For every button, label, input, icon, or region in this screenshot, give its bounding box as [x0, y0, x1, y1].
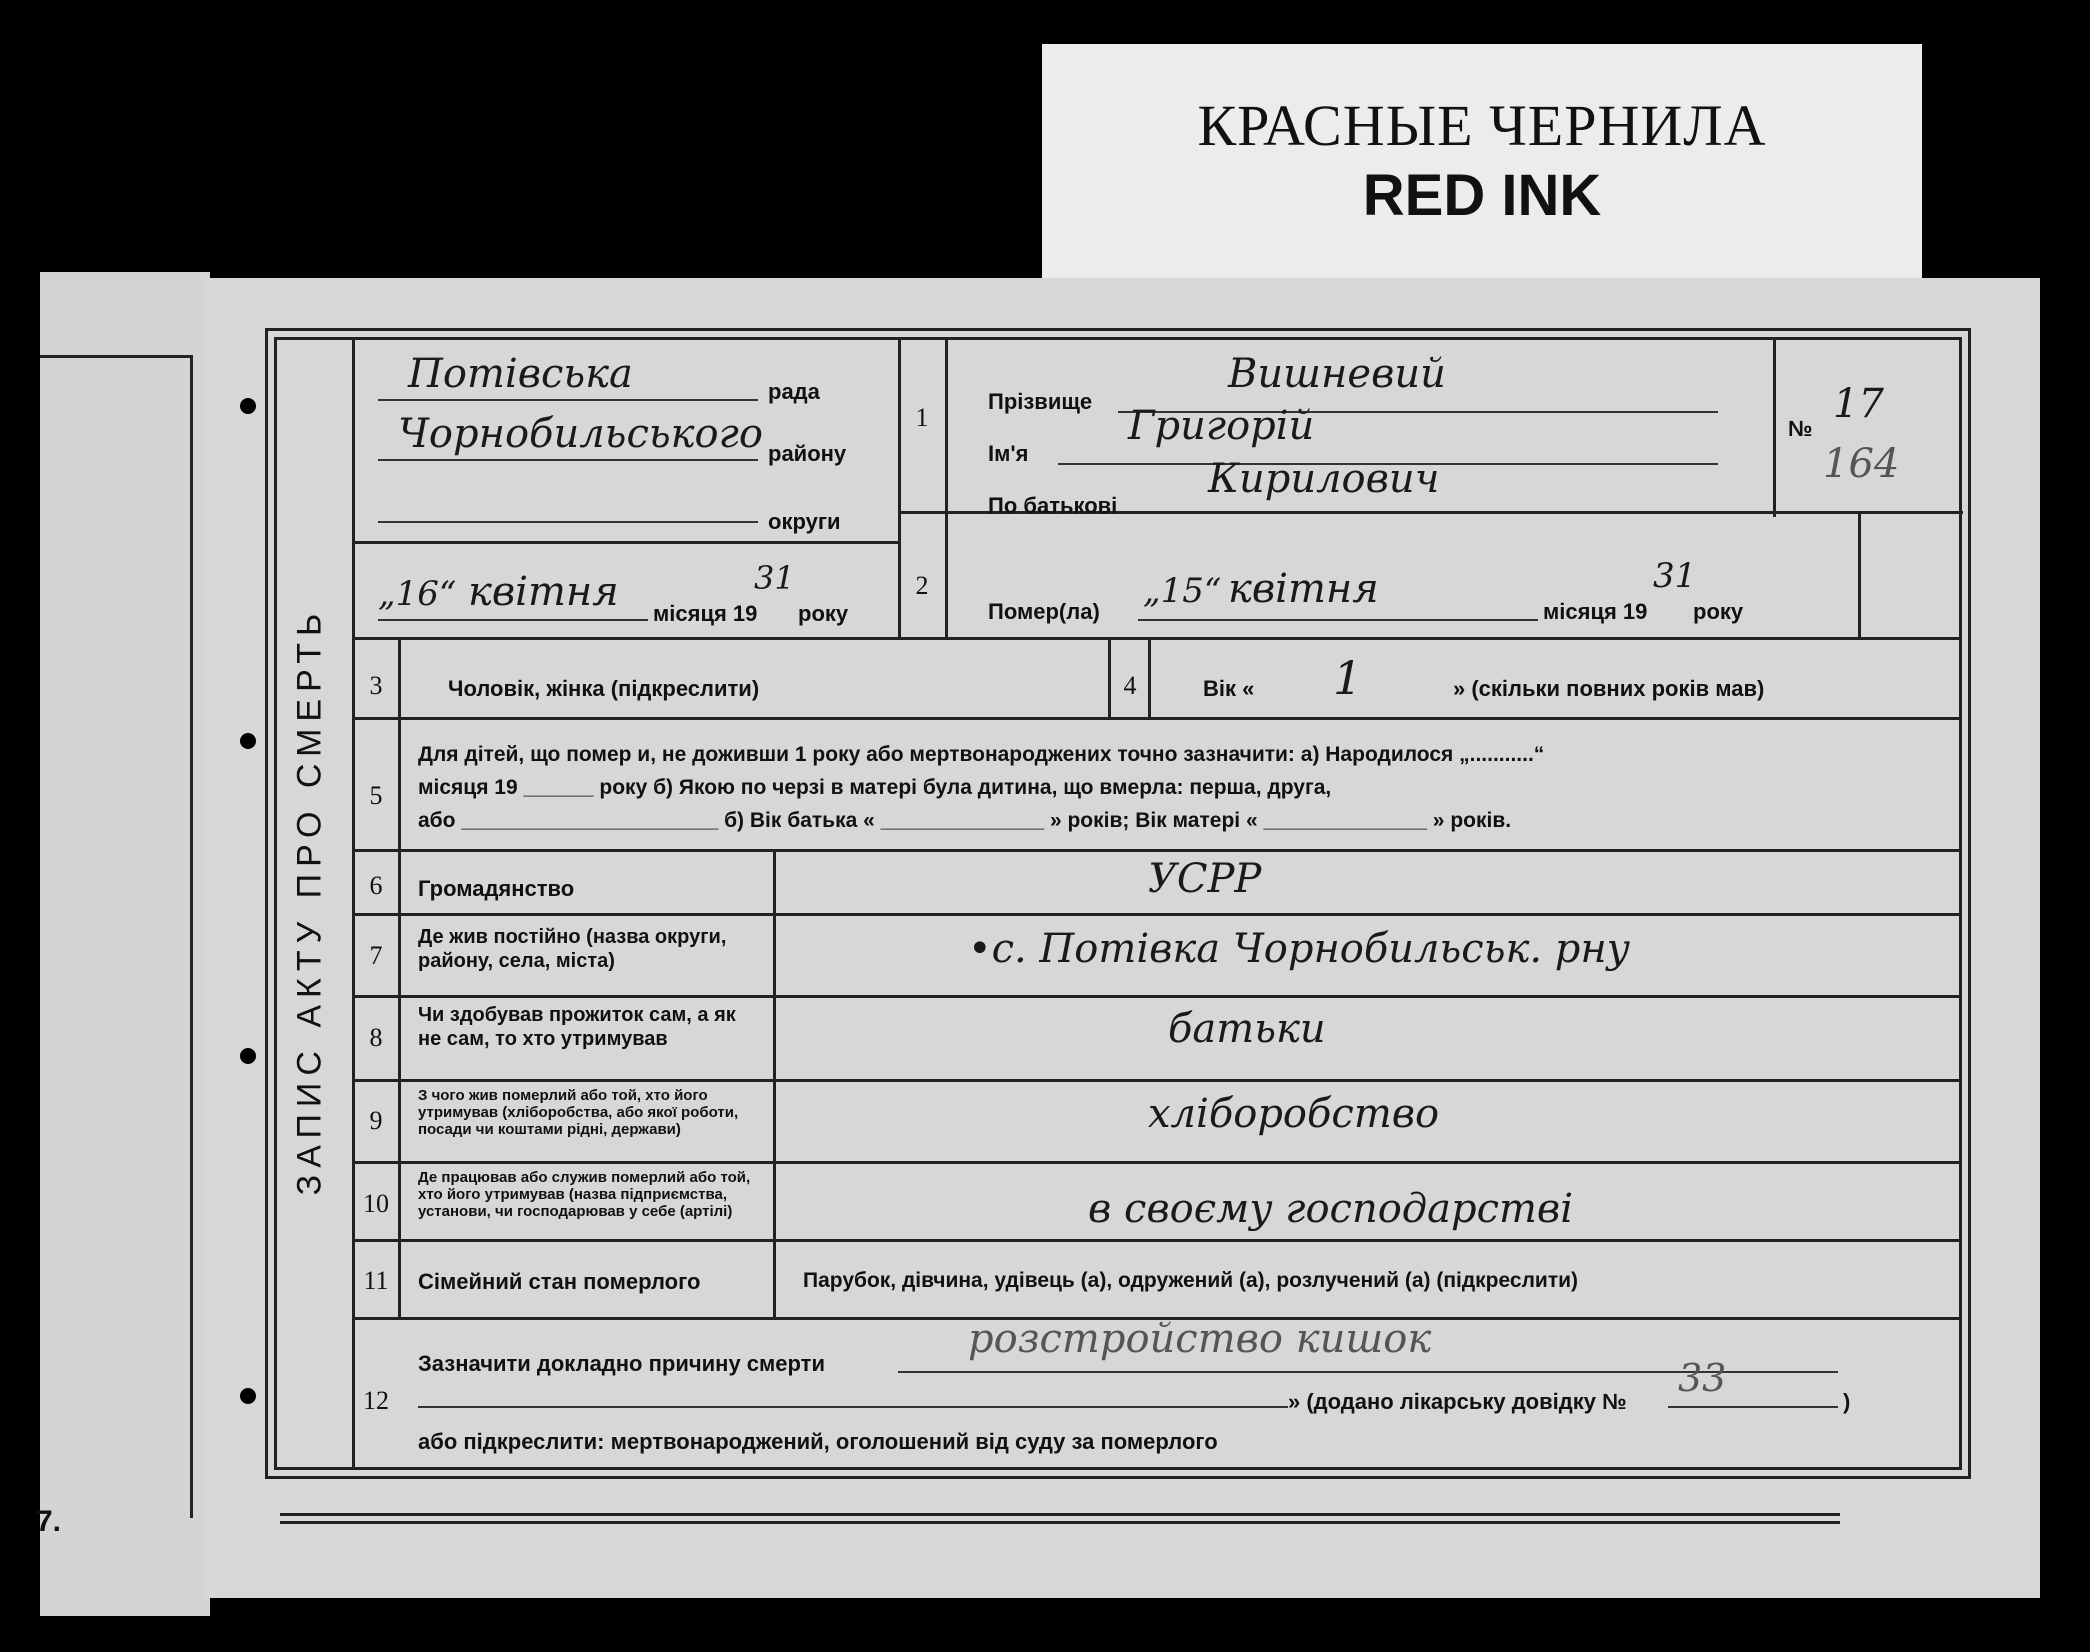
residence-value: •с. Потівка Чорнобильськ. рну — [968, 926, 1630, 972]
name-label: Ім'я — [988, 441, 1029, 466]
registration-year: 31 — [754, 559, 795, 597]
row-number-6: 6 — [369, 871, 383, 900]
age-prefix: Вік « — [1203, 676, 1255, 701]
cause-value: розстройство кишок — [968, 1316, 1432, 1362]
divider — [352, 541, 898, 544]
registration-year-label: року — [798, 601, 849, 626]
back-sheet-lines — [40, 355, 193, 1518]
name-value: Григорій — [1128, 403, 1315, 449]
side-title-column — [268, 331, 353, 1471]
died-label: Помер(ла) — [988, 599, 1100, 624]
divider — [945, 337, 948, 637]
registration-month: квітня — [468, 569, 619, 615]
cause-label: Зазначити докладно причину смерти — [418, 1351, 825, 1376]
divider — [352, 1079, 1962, 1082]
side-divider — [352, 337, 355, 1467]
age-value: 1 — [1333, 651, 1363, 705]
death-month: квітня — [1228, 566, 1379, 612]
patronymic-value: Кирилович — [1208, 456, 1440, 502]
death-year: 31 — [1653, 556, 1697, 596]
death-date-line — [1138, 619, 1538, 621]
punch-hole — [240, 1048, 256, 1064]
bottom-rule — [280, 1513, 1840, 1516]
divider — [352, 849, 1962, 852]
gender-text: Чоловік, жінка (підкреслити) — [448, 676, 760, 701]
marital-options: Парубок, дівчина, удівець (а), одружений (а), розлучений (а) (підкреслити) — [803, 1269, 1579, 1292]
rada-line — [378, 399, 758, 401]
record-number-extra: 164 — [1823, 441, 1900, 487]
children-line-2: місяця 19 ______ року б) Якою по черзі в матері була дитина, що вмерла: перша, друга, — [418, 776, 1332, 799]
row-number-2: 2 — [915, 571, 929, 600]
children-line-1: Для дітей, що помер и, не доживши 1 року або мертвонароджених точно зазначити: а) Народилося „...........“ — [418, 743, 1545, 766]
form-frame — [265, 328, 1971, 1479]
registration-date-line — [378, 619, 648, 621]
divider — [352, 913, 1962, 916]
certificate-label: » (додано лікарську довідку № — [1288, 1389, 1627, 1414]
side-title: ЗАПИС АКТУ ПРО СМЕРТЬ — [290, 606, 329, 1196]
divider — [1858, 511, 1861, 637]
certificate-close: ) — [1843, 1389, 1851, 1414]
okrug-line — [378, 521, 758, 523]
divider — [1773, 511, 1963, 514]
divider — [352, 1239, 1962, 1242]
support-label: Чи здобував прожиток сам, а як не сам, то хто утримував — [418, 1004, 736, 1050]
raion-label: району — [768, 441, 847, 466]
patronymic-label: По батькові — [988, 493, 1118, 518]
divider — [352, 717, 1962, 720]
surname-value: Вишневий — [1228, 351, 1446, 397]
livelihood-label: З чого жив померлий або той, хто його утримував (хліборобства, або якої роботи, посади чи коштами рідні, держави) — [418, 1087, 739, 1138]
death-day: „15“ — [1143, 571, 1222, 611]
punch-hole — [240, 398, 256, 414]
stillborn-label: або підкреслити: мертвонароджений, оголошений від суду за померлого — [418, 1429, 1218, 1454]
certificate-line — [1668, 1406, 1838, 1408]
row-number-10: 10 — [363, 1189, 389, 1218]
row-number-5: 5 — [369, 781, 383, 810]
record-number-label: № — [1788, 416, 1813, 441]
certificate-number: 33 — [1678, 1356, 1727, 1400]
row-number-3: 3 — [369, 671, 383, 700]
children-line-3: або ______________________ б) Вік батька « ______________ » років; Вік матері « ______________ » років. — [418, 809, 1512, 832]
divider — [352, 995, 1962, 998]
bottom-rule — [280, 1521, 1840, 1524]
registration-month-label: місяця 19 — [653, 601, 758, 626]
okrug-label: округи — [768, 509, 841, 534]
death-record-card — [205, 278, 2040, 1598]
row-number-7: 7 — [369, 941, 383, 970]
label-en: RED INK — [1362, 163, 1602, 228]
death-year-label: року — [1693, 599, 1744, 624]
citizenship-value: УСРР — [1148, 856, 1262, 902]
punch-hole — [240, 1388, 256, 1404]
divider — [773, 849, 776, 1317]
row-number-12: 12 — [363, 1386, 389, 1415]
row-number-8: 8 — [369, 1023, 383, 1052]
divider — [398, 637, 401, 1317]
label-ru: КРАСНЫЕ ЧЕРНИЛА — [1197, 93, 1767, 158]
red-ink-label — [1042, 44, 1922, 288]
row-number-4: 4 — [1123, 671, 1137, 700]
back-sheet-number: 7. — [36, 1505, 62, 1538]
row-number-9: 9 — [369, 1106, 383, 1135]
surname-label: Прізвище — [988, 389, 1093, 414]
rada-label: рада — [768, 379, 820, 404]
cause-line-2 — [418, 1406, 1288, 1408]
divider — [352, 637, 1962, 640]
row-number-11: 11 — [363, 1266, 389, 1295]
residence-label: Де жив постійно (назва округи, району, села, міста) — [418, 926, 727, 972]
livelihood-value: хліборобство — [1148, 1091, 1440, 1137]
death-month-label: місяця 19 — [1543, 599, 1648, 624]
rada-value: Потівська — [408, 351, 633, 397]
punch-hole — [240, 733, 256, 749]
age-suffix: » (скільки повних років мав) — [1453, 676, 1765, 701]
registration-day: „16“ — [378, 574, 457, 614]
record-box-divider — [1773, 337, 1776, 511]
raion-line — [378, 459, 758, 461]
raion-value: Чорнобильського — [398, 411, 763, 457]
marital-label: Сімейний стан померлого — [418, 1269, 701, 1294]
record-number-value: 17 — [1833, 381, 1884, 427]
workplace-value: в своєму господарстві — [1088, 1186, 1573, 1232]
row-number-1: 1 — [915, 403, 929, 432]
divider — [898, 337, 901, 637]
support-value: батьки — [1168, 1006, 1326, 1052]
form-inner-frame — [274, 337, 1962, 1470]
divider — [352, 1161, 1962, 1164]
citizenship-label: Громадянство — [418, 876, 575, 901]
workplace-label: Де працював або служив померлий або той, хто його утримував (назва підприємства, установи, чи господарював у себе (артілі) — [418, 1169, 751, 1220]
